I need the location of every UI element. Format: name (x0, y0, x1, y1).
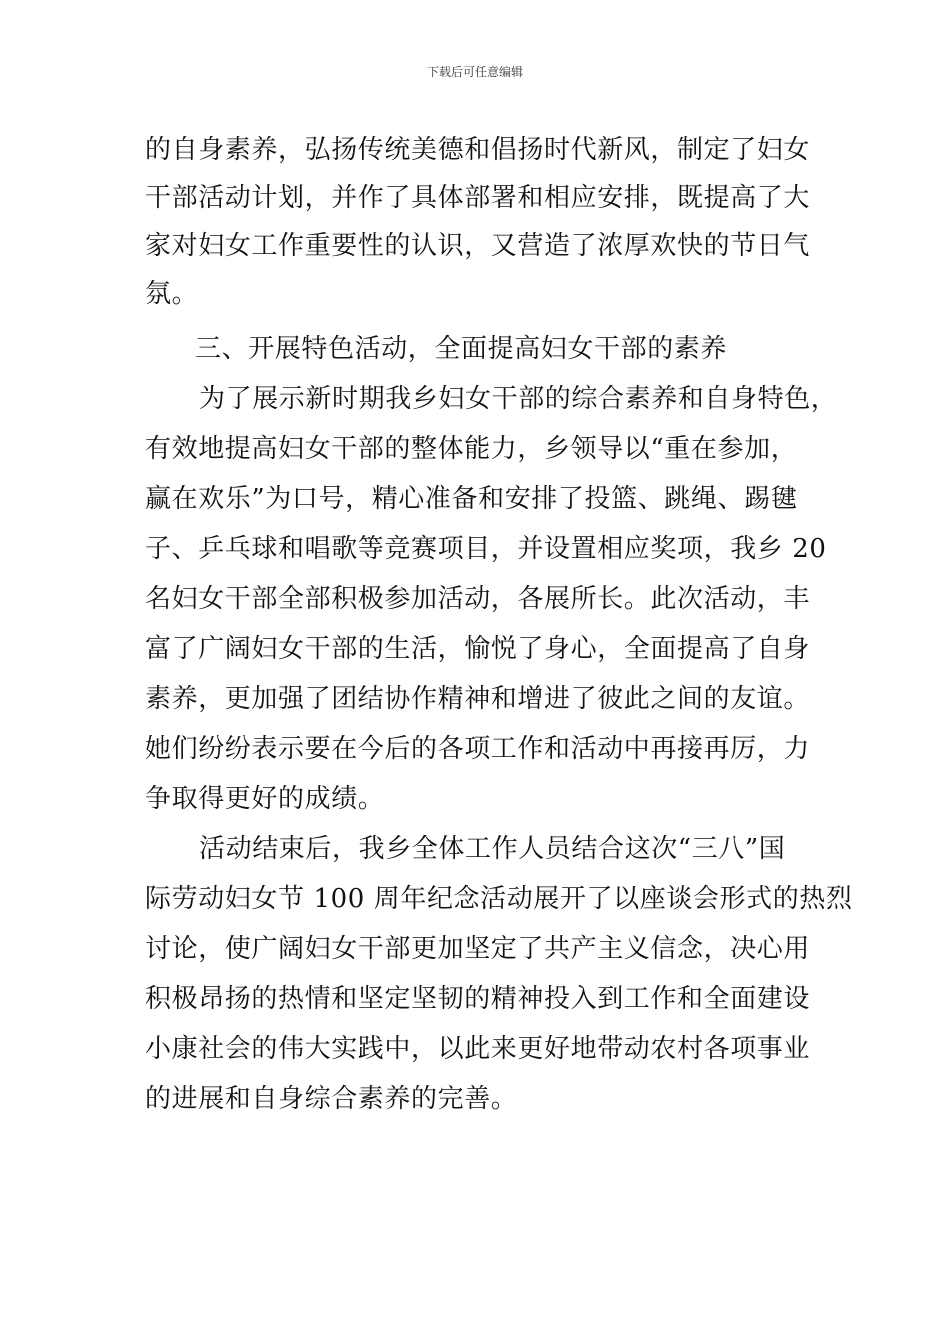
text-line: 争取得更好的成绩。 (145, 784, 385, 814)
text-line: 干部活动计划，并作了具体部署和相应安排，既提高了大 (145, 183, 811, 213)
text-line: 积极昂扬的热情和坚定坚韧的精神投入到工作和全面建设 (145, 984, 811, 1014)
text-line: 为了展示新时期我乡妇女干部的综合素养和自身特色， (199, 384, 838, 414)
page-header: 下载后可任意编辑 (426, 65, 523, 79)
section-heading: 三、开展特色活动，全面提高妇女干部的素养 (195, 334, 728, 364)
text-line: 她们纷纷表示要在今后的各项工作和活动中再接再厉，力 (145, 734, 811, 764)
text-line: 氛。 (145, 279, 199, 309)
text-line: 活动结束后，我乡全体工作人员结合这次“三八”国 (199, 834, 786, 864)
text-line: 名妇女干部全部积极参加活动，各展所长。此次活动，丰 (145, 584, 811, 614)
text-line: 的进展和自身综合素养的完善。 (145, 1084, 518, 1114)
text-line: 有效地提高妇女干部的整体能力，乡领导以“重在参加， (145, 434, 798, 464)
text-line: 素养，更加强了团结协作精神和增进了彼此之间的友谊。 (145, 684, 811, 714)
text-line: 富了广阔妇女干部的生活，愉悦了身心，全面提高了自身 (145, 634, 811, 664)
text-line: 家对妇女工作重要性的认识，又营造了浓厚欢快的节日气 (145, 231, 811, 261)
text-line: 际劳动妇女节 100 周年纪念活动展开了以座谈会形式的热烈 (145, 884, 853, 914)
text-line: 的自身素养，弘扬传统美德和倡扬时代新风，制定了妇女 (145, 135, 811, 165)
text-line: 小康社会的伟大实践中，以此来更好地带动农村各项事业 (145, 1034, 811, 1064)
text-line: 赢在欢乐”为口号，精心准备和安排了投篮、跳绳、踢毽 (145, 484, 798, 514)
text-line: 讨论，使广阔妇女干部更加坚定了共产主义信念，决心用 (145, 934, 811, 964)
text-line: 子、乒乓球和唱歌等竞赛项目，并设置相应奖项，我乡 20 (145, 534, 827, 564)
